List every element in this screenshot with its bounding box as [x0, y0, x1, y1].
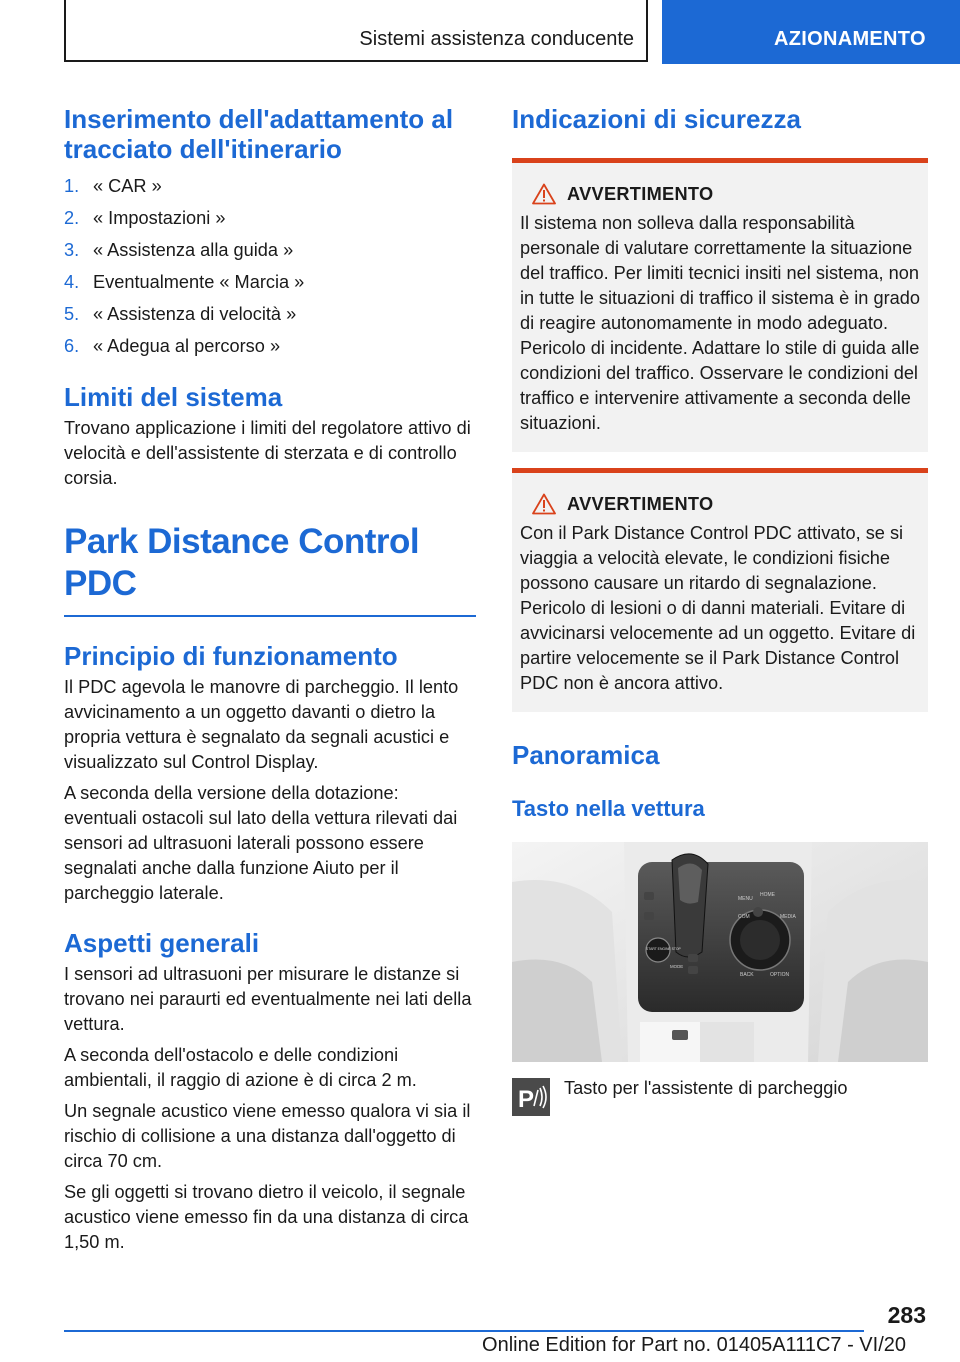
- chapter-title-rule: [64, 615, 476, 617]
- overview-heading: Panoramica: [512, 740, 660, 770]
- warning-header: [520, 491, 920, 521]
- list-item: [64, 234, 476, 266]
- step-text: « Assistenza alla guida »: [93, 240, 294, 260]
- right-column: [512, 104, 928, 1113]
- warning-title: AVVERTIMENTO: [567, 494, 714, 514]
- step-number: 2.: [64, 208, 80, 228]
- page-number: 283: [887, 1302, 926, 1328]
- step-text: « CAR »: [93, 176, 162, 196]
- route-steps-list: [64, 170, 476, 362]
- header-chapter-tab: [662, 0, 960, 64]
- step-text: « Impostazioni »: [93, 208, 226, 228]
- list-item: [64, 298, 476, 330]
- warning-triangle-icon: [532, 493, 556, 515]
- menu-label: MENU: [738, 896, 753, 902]
- warning-text: Con il Park Distance Control PDC attivato, se si viaggia a velocità elevate, le condizioni fisiche possono causare un ritardo di segnalazione. Pericolo di lesioni o di danni materiali. Evitare di avvicinarsi velocemente ad un oggetto. Evitare di partire velocemente se il Park Distance Control PDC non è ancora attivo.: [520, 523, 916, 693]
- step-number: 6.: [64, 336, 80, 356]
- step-text: Eventualmente « Marcia »: [93, 272, 305, 292]
- warning-title: AVVERTIMENTO: [567, 184, 714, 204]
- operating-principle-heading: Principio di funzionamento: [64, 641, 398, 671]
- park-assist-button-icon: [512, 1078, 550, 1116]
- system-limits-heading: Limiti del sistema: [64, 382, 283, 412]
- step-number: 4.: [64, 272, 80, 292]
- park-assist-caption: Tasto per l'assistente di parcheggio: [564, 1078, 848, 1098]
- left-column: [64, 104, 476, 1255]
- warning-box: [512, 468, 928, 712]
- mode-label: MODE: [670, 964, 684, 969]
- safety-notes-heading: Indicazioni di sicurezza: [512, 104, 801, 134]
- footer-edition-text: Online Edition for Part no. 01405A111C7 - VI/20: [482, 1334, 906, 1356]
- footer-rule: [64, 1330, 864, 1332]
- center-console-illustration: [512, 842, 928, 1062]
- header-section-box: [64, 0, 648, 62]
- list-item: [64, 330, 476, 362]
- list-item: [64, 202, 476, 234]
- header-chapter-label: AZIONAMENTO: [774, 28, 926, 50]
- warning-box: [512, 158, 928, 452]
- step-text: « Assistenza di velocità »: [93, 304, 297, 324]
- route-adaptation-heading: Inserimento dell'adattamento al tracciato dell'itinerario: [64, 104, 454, 164]
- back-label: BACK: [740, 972, 754, 978]
- list-item: [64, 170, 476, 202]
- principle-paragraph-1: Il PDC agevola le manovre di parcheggio. Il lento avvicinamento a un oggetto davanti o dietro la propria vettura è segnalato da segnali acustici e visualizzato sul Control Display.: [64, 677, 459, 772]
- warning-header: [520, 181, 920, 211]
- caption-row: [512, 1062, 928, 1113]
- general-paragraph-4: Se gli oggetti si trovano dietro il veicolo, il segnale acustico viene emesso fin da una distanza di circa 1,50 m.: [64, 1182, 469, 1252]
- general-paragraph-3: Un segnale acustico viene emesso qualora vi sia il rischio di collisione a una distanza dall'oggetto di circa 70 cm.: [64, 1101, 471, 1171]
- general-aspects-heading: Aspetti generali: [64, 928, 260, 958]
- step-number: 3.: [64, 240, 80, 260]
- home-label: HOME: [760, 892, 775, 898]
- step-text: « Adegua al percorso »: [93, 336, 281, 356]
- pdc-chapter-title: Park Distance Control PDC: [64, 522, 420, 603]
- header-section-title: Sistemi assistenza conducente: [359, 28, 634, 50]
- list-item: [64, 266, 476, 298]
- center-console-photo: [512, 842, 928, 1062]
- principle-paragraph-2: A seconda della versione della dotazione: eventuali ostacoli sul lato della vettura rilevati dai sensori ad ultrasuoni laterali possono essere segnalati anche dalla funzione Aiuto per il parcheggio laterale.: [64, 783, 458, 903]
- svg-text:P: P: [518, 1086, 535, 1113]
- step-number: 1.: [64, 176, 80, 196]
- media-label: MEDIA: [780, 914, 796, 920]
- warning-text: Il sistema non solleva dalla responsabilità personale di valutare correttamente la situazione del traffico. Per limiti tecnici insiti nel sistema, non in tutte le situazioni di traffico il sistema è in grado di reagire autonomamente in modo adeguato. Pericolo di incidente. Adattare lo stile di guida alle condizioni del traffico. Osservare le condizioni del traffico e intervenire attivamente a seconda delle situazioni.: [520, 213, 920, 433]
- step-number: 5.: [64, 304, 80, 324]
- com-label: COM: [738, 914, 750, 920]
- option-label: OPTION: [770, 972, 790, 978]
- start-engine-stop-label: START ENGINE STOP: [646, 947, 681, 951]
- general-paragraph-2: A seconda dell'ostacolo e delle condizioni ambientali, il raggio di azione è di circa 2 m.: [64, 1045, 417, 1090]
- button-in-vehicle-heading: Tasto nella vettura: [512, 796, 705, 821]
- system-limits-text: Trovano applicazione i limiti del regolatore attivo di velocità e dell'assistente di sterzata e di controllo corsia.: [64, 418, 471, 488]
- warning-triangle-icon: [532, 183, 556, 205]
- general-paragraph-1: I sensori ad ultrasuoni per misurare le distanze si trovano nei paraurti ed eventualmente nei lati della vettura.: [64, 964, 472, 1034]
